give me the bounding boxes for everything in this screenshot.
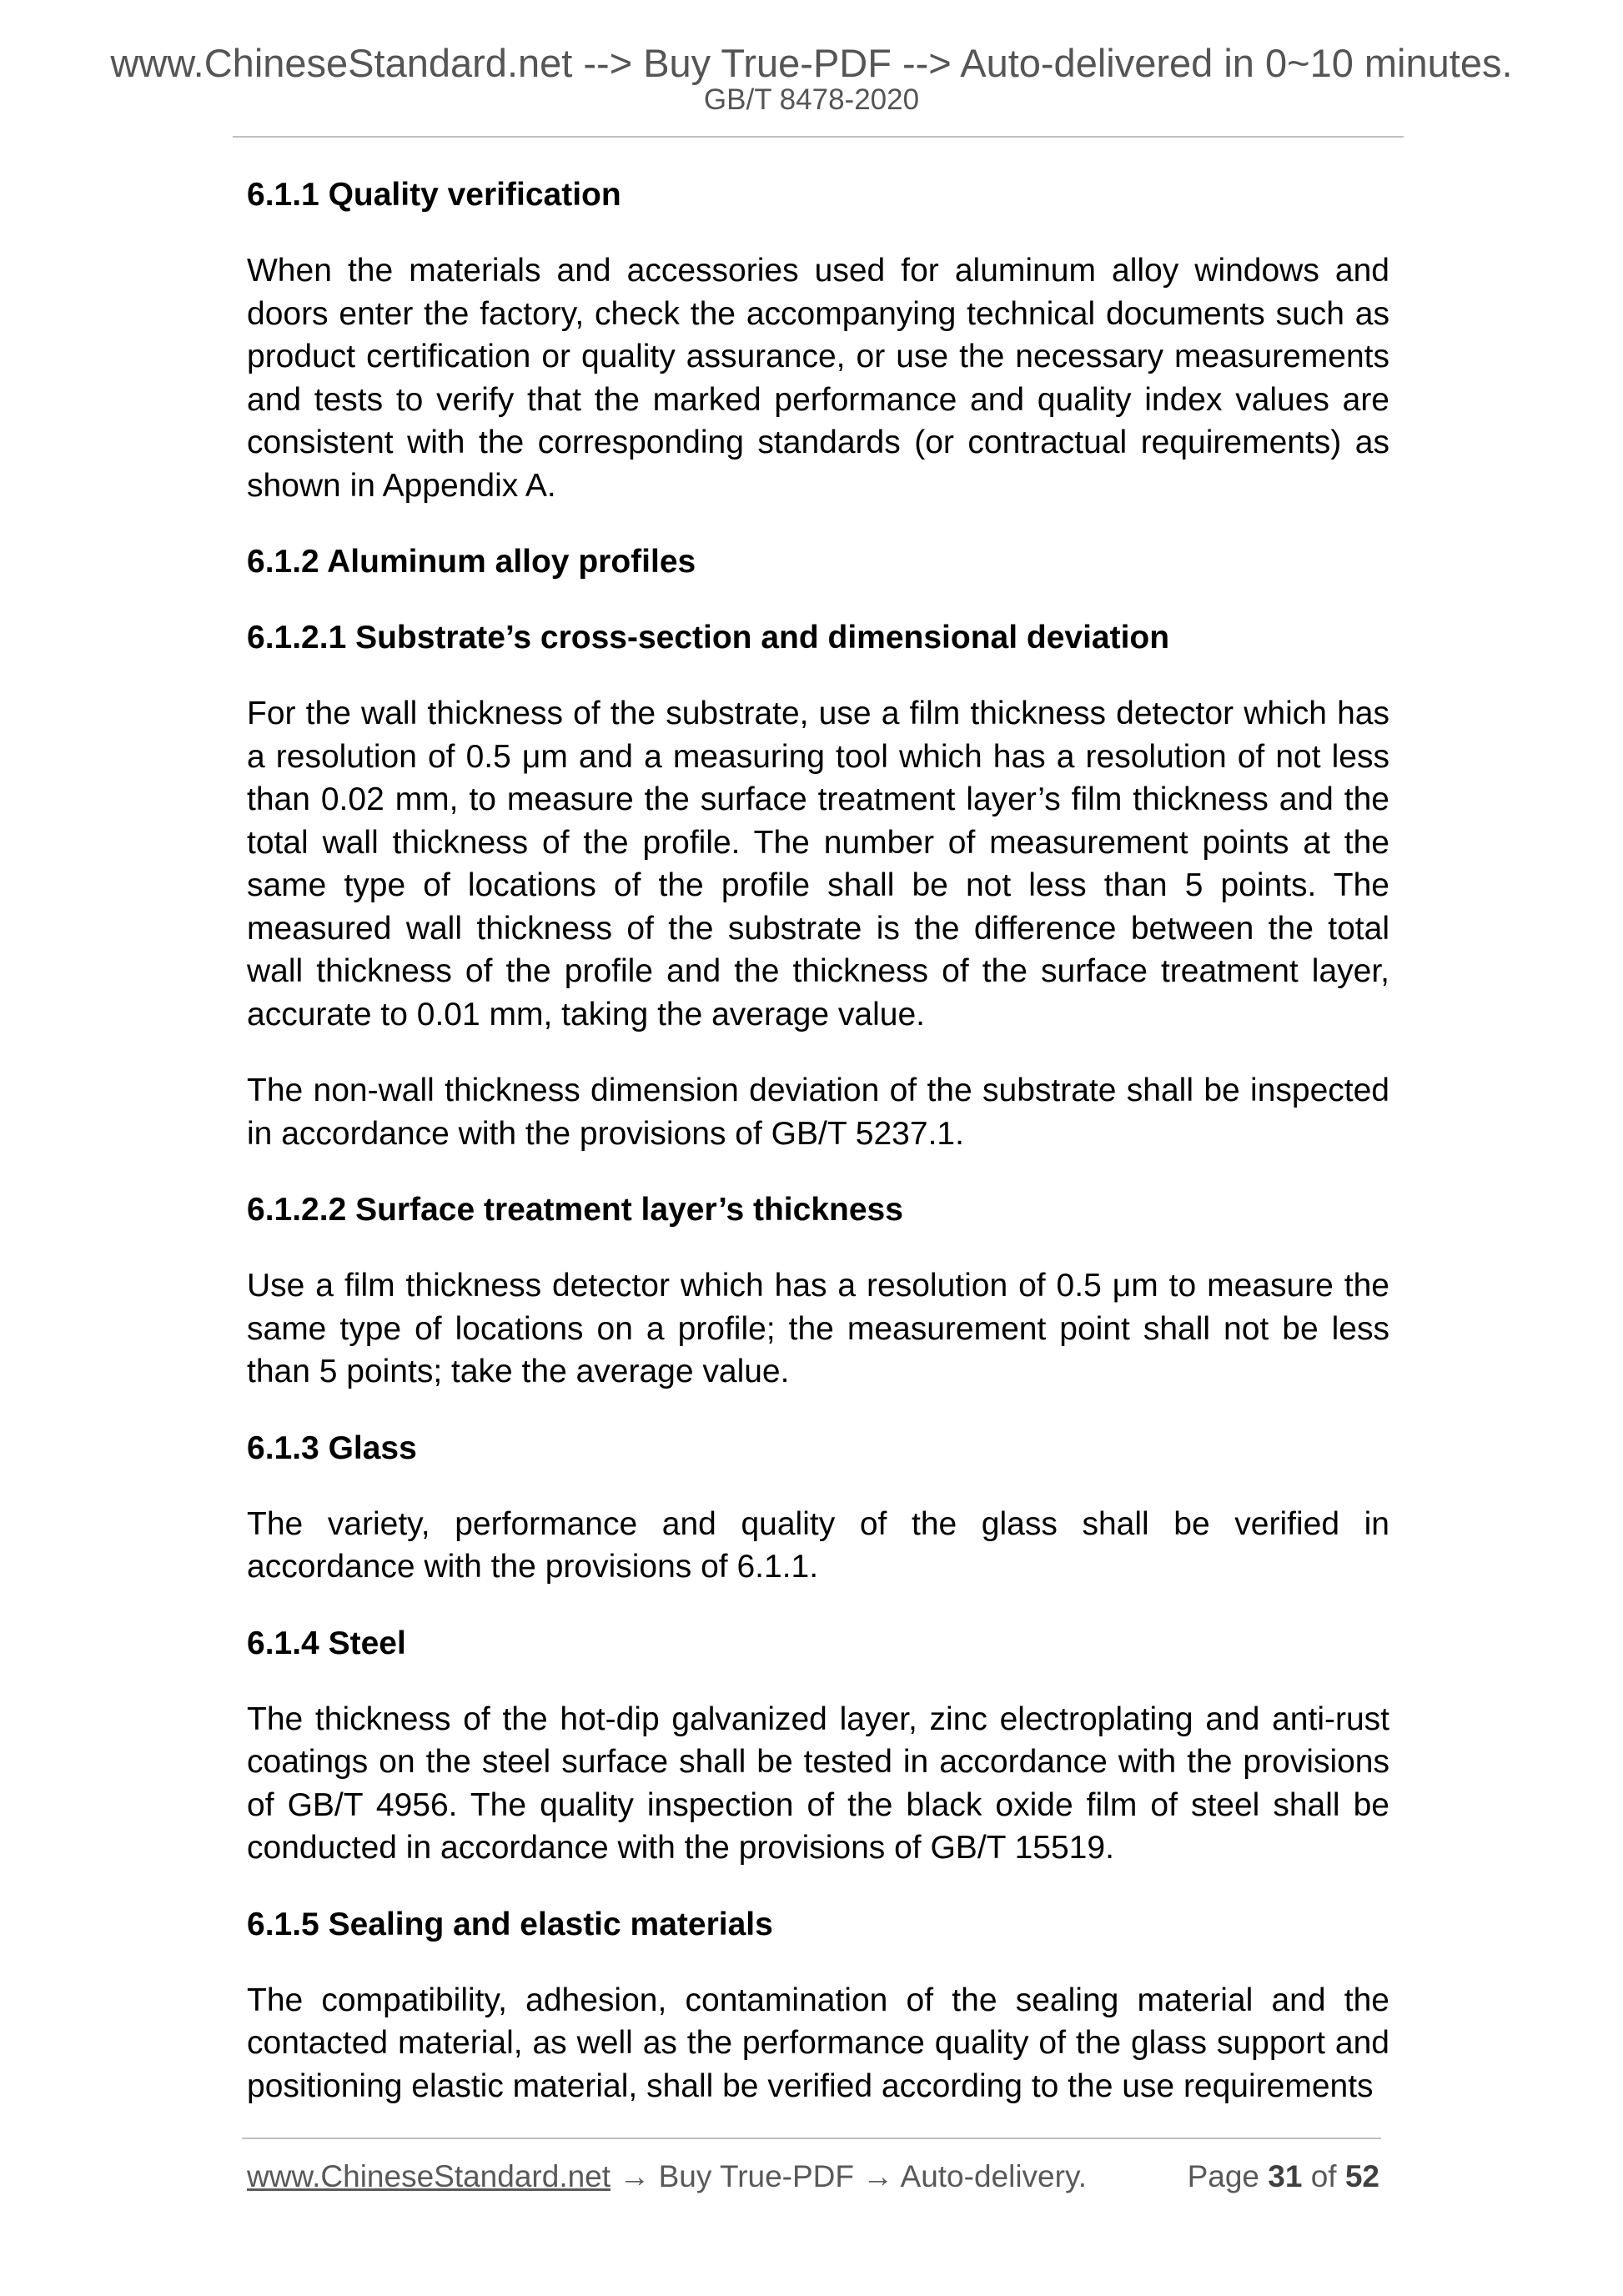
page-footer — [247, 2158, 1379, 2195]
header-divider — [233, 136, 1404, 138]
page-label: Page — [1187, 2159, 1259, 2193]
paragraph-glass: The variety, performance and quality of the glass shall be verified in accordance with the provisions of 6.1.1. — [247, 1505, 1389, 1585]
document-code: GB/T 8478-2020 — [703, 83, 920, 116]
paragraph-surface-treatment: Use a film thickness detector which has a resolution of 0.5 μm to measure the same type of locations on a profile; the measurement point shall not be less than 5 points; take the average value. — [247, 1268, 1389, 1389]
paragraph-non-wall-deviation: The non-wall thickness dimension deviation of the substrate shall be inspected in accordance with the provisions of GB/T 5237.1. — [247, 1073, 1389, 1152]
section-heading-6-1-1: 6.1.1 Quality verification — [247, 177, 621, 213]
footer-divider — [242, 2138, 1381, 2139]
of-label: of — [1310, 2159, 1337, 2193]
total-pages-number: 52 — [1344, 2159, 1379, 2193]
paragraph-wall-thickness: For the wall thickness of the substrate, use a film thickness detector which has a resolution of 0.5 μm and a measuring tool which has a resolution of not less than 0.02 mm, to measure the surface treatment layer’s film thickness and the total wall thickness of the profile. The number of measurement points at the same type of locations of the profile shall be not less than 5 points. The measured wall thickness of the substrate is the difference between the total wall thickness of the profile and the thickness of the surface treatment layer, accurate to 0.01 mm, taking the average value. — [247, 696, 1389, 1032]
footer-site-link[interactable]: www.ChineseStandard.net — [247, 2159, 611, 2193]
section-heading-6-1-2: 6.1.2 Aluminum alloy profiles — [247, 544, 696, 580]
paragraph-sealing: The compatibility, adhesion, contamination of the sealing material and the contacted material, as well as the performance quality of the glass support and positioning elastic material, shall be verified according to the use requirements — [247, 1982, 1389, 2104]
current-page-number: 31 — [1268, 2159, 1303, 2193]
section-heading-6-1-3: 6.1.3 Glass — [247, 1429, 417, 1466]
page-body — [247, 173, 1389, 2141]
watermark-banner: www.ChineseStandard.net --> Buy True-PDF --> Auto-delivered in 0~10 minutes. — [110, 41, 1513, 85]
footer-tagline: → Buy True-PDF → Auto-delivery. — [611, 2159, 1087, 2193]
section-heading-6-1-2-1: 6.1.2.1 Substrate’s cross-section and dimensional deviation — [247, 620, 1170, 656]
page-indicator — [1188, 2158, 1379, 2195]
paragraph-quality-verification: When the materials and accessories used for aluminum alloy windows and doors enter the factory, check the accompanying technical documents such as product certification or quality assurance, or use the necessary measurements and tests to verify that the marked performance and quality index values are consistent with the corresponding standards (or contractual requirements) as shown in Appendix A. — [247, 253, 1389, 504]
section-heading-6-1-2-2: 6.1.2.2 Surface treatment layer’s thickness — [247, 1192, 903, 1228]
paragraph-steel: The thickness of the hot-dip galvanized layer, zinc electroplating and anti-rust coatings on the steel surface shall be tested in accordance with the provisions of GB/T 4956. The quality inspection of the black oxide film of steel shall be conducted in accordance with the provisions of GB/T 15519. — [247, 1701, 1389, 1866]
section-heading-6-1-4: 6.1.4 Steel — [247, 1625, 406, 1661]
section-heading-6-1-5: 6.1.5 Sealing and elastic materials — [247, 1906, 773, 1942]
